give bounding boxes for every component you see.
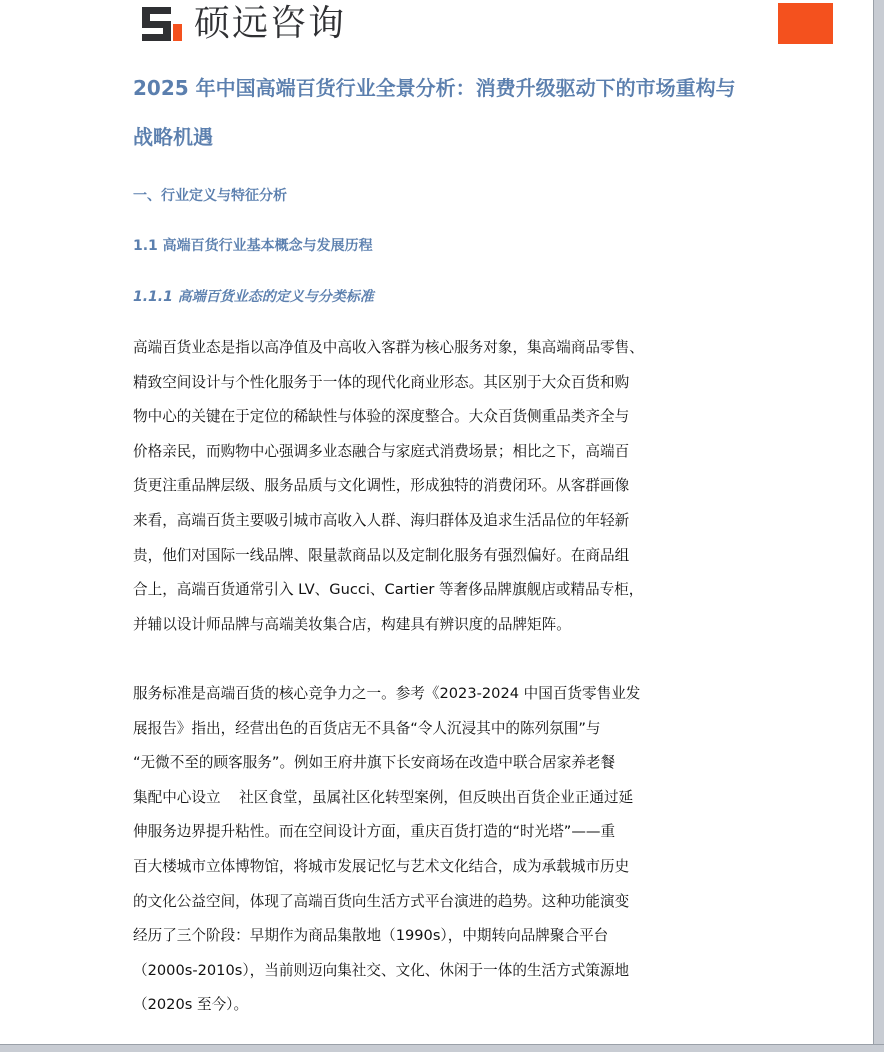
paragraph-line: 物中心的关键在于定位的稀缺性与体验的深度整合。大众百货侧重品类齐全与 xyxy=(133,408,630,426)
paragraph-line: （2020s 至今）。 xyxy=(133,996,249,1014)
section-heading: 一、行业定义与特征分析 xyxy=(133,188,287,204)
paragraph-line: 百大楼城市立体博物馆，将城市发展记忆与艺术文化结合，成为承载城市历史 xyxy=(133,857,630,875)
paragraph-line: 服务标准是高端百货的核心竞争力之一。参考《2023-2024 中国百货零售业发 xyxy=(133,685,641,702)
viewer-bottom-gutter xyxy=(0,1044,884,1052)
viewer-right-gutter xyxy=(874,0,884,1052)
paragraph-line: 价格亲民，而购物中心强调多业态融合与家庭式消费场景；相比之下，高端百 xyxy=(133,442,630,460)
paragraph-line: 经历了三个阶段：早期作为商品集散地（1990s），中期转向品牌聚合平台 xyxy=(133,927,609,945)
header-accent-block xyxy=(778,3,833,44)
paragraph-line: 精致空间设计与个性化服务于一体的现代化商业形态。其区别于大众百货和购 xyxy=(133,373,630,391)
brand-name: 硕远咨询 xyxy=(194,3,347,44)
paragraph-line: 高端百货业态是指以高净值及中高收入客群为核心服务对象，集高端商品零售、 xyxy=(133,339,644,356)
paragraph-line: 的文化公益空间，体现了高端百货向生活方式平台演进的趋势。这种功能演变 xyxy=(133,892,630,910)
paragraph-line: 来看，高端百货主要吸引城市高收入人群、海归群体及追求生活品位的年轻新 xyxy=(133,511,630,529)
body-paragraph-2 xyxy=(133,677,640,1023)
paragraph-line: 伸服务边界提升粘性。而在空间设计方面，重庆百货打造的“时光塔”——重 xyxy=(133,823,616,841)
paragraph-line: 贵，他们对国际一线品牌、限量款商品以及定制化服务有强烈偏好。在商品组 xyxy=(133,546,630,564)
document-title: 2025 年中国高端百货行业全景分析：消费升级驱动下的市场重构与战略机遇 xyxy=(133,76,736,149)
paragraph-line: 并辅以设计师品牌与高端美妆集合店，构建具有辨识度的品牌矩阵。 xyxy=(133,615,571,633)
subsection-heading: 1.1 高端百货行业基本概念与发展历程 xyxy=(133,238,373,254)
subsubsection-heading: 1.1.1 高端百货业态的定义与分类标准 xyxy=(133,289,374,305)
brand-logo-icon xyxy=(140,4,184,44)
paragraph-line: 合上，高端百货通常引入 LV、Gucci、Cartier 等奢侈品牌旗舰店或精品专柜， xyxy=(133,581,644,599)
paragraph-line: （2000s-2010s），当前则迈向集社交、文化、休闲于一体的生活方式策源地 xyxy=(133,961,630,979)
paragraph-line: 展报告》指出，经营出色的百货店无不具备“令人沉浸其中的陈列氛围”与 xyxy=(133,719,601,737)
paragraph-line: “无微不至的顾客服务”。例如王府井旗下长安商场在改造中联合居家养老餐 xyxy=(133,754,616,772)
body-paragraph-1 xyxy=(133,331,644,642)
brand-logo xyxy=(140,2,346,46)
paragraph-line: 货更注重品牌层级、服务品质与文化调性，形成独特的消费闭环。从客群画像 xyxy=(133,477,630,495)
paragraph-line: 集配中心设立 社区食堂，虽属社区化转型案例，但反映出百货企业正通过延 xyxy=(133,788,634,806)
